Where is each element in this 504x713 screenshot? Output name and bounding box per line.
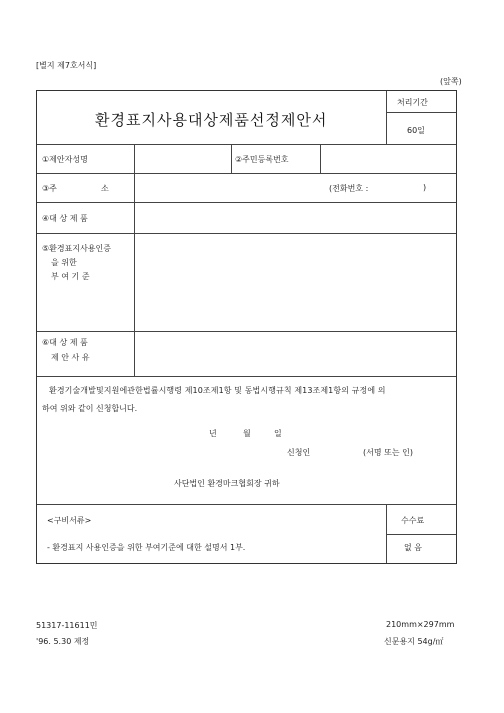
date-year: 년 <box>209 429 217 438</box>
fee-label: 수수료 <box>401 516 425 525</box>
rule-fee-mid <box>386 534 456 535</box>
processing-period-value: 60일 <box>407 126 425 135</box>
statement-line2: 하여 위와 같이 신청합니다. <box>42 404 138 413</box>
recipient-line: 사단법인 환경마크협회장 귀하 <box>174 479 280 488</box>
reason-label-line1: ⑥대 상 제 품 <box>42 338 88 347</box>
rule-processing-mid <box>386 112 456 113</box>
target-product-label: ④대 상 제 품 <box>42 214 88 223</box>
processing-period-label: 처리기간 <box>397 98 428 107</box>
signature-label: (서명 또는 인) <box>363 448 413 457</box>
rule-statement-bottom <box>37 504 456 505</box>
phone-label: (전화번호 : <box>329 184 369 193</box>
rule-fee-divider <box>386 504 387 563</box>
resident-reg-label: ②주민등록번호 <box>235 155 289 164</box>
criteria-label-line1: ⑤환경표지사용인증 <box>42 244 111 253</box>
applicant-label: 신청인 <box>287 448 311 457</box>
criteria-label-line2: 을 위한 <box>51 258 77 267</box>
page-side-note: (앞쪽) <box>440 77 462 86</box>
date-day: 일 <box>274 429 282 438</box>
rule-row4-bottom <box>37 331 456 332</box>
form-title: 환경표지사용대상제품선정제안서 <box>95 111 328 129</box>
rule-row3-bottom <box>37 233 456 234</box>
required-documents-header: <구비서류> <box>47 516 92 525</box>
rule-regno-label-end <box>320 144 321 173</box>
rule-row1-bottom <box>37 173 456 174</box>
fee-value: 없 음 <box>404 543 422 552</box>
phone-close: ) <box>423 183 427 192</box>
footer-paper-type: 신문용지 54g/㎡ <box>384 637 444 646</box>
statement-line1: 환경기술개발및지원에관한법률시행령 제10조제1항 및 동법시행규칙 제13조제1항의 규정에 의 <box>49 386 386 395</box>
footer-code: 51317-11611민 <box>36 621 98 630</box>
criteria-label-line3: 부 여 기 준 <box>51 272 90 281</box>
rule-name-value-end <box>231 144 232 173</box>
address-label: ③주 <box>42 184 57 193</box>
proposer-name-label: ①제안자성명 <box>42 155 88 164</box>
footer-date: '96. 5.30 제정 <box>36 637 90 646</box>
rule-row2-bottom <box>37 202 456 203</box>
rule-label-column <box>134 144 135 376</box>
form-number: [별지 제7호서식] <box>36 61 97 70</box>
proposal-form <box>36 90 457 564</box>
footer-paper-size: 210mm×297mm <box>386 620 455 629</box>
rule-row5-bottom <box>37 376 456 377</box>
address-label-suffix: 소 <box>101 184 109 193</box>
rule-title-divider <box>386 91 387 144</box>
rule-title-bottom <box>37 144 456 145</box>
reason-label-line2: 제 안 사 유 <box>51 353 90 362</box>
required-document-item: - 환경표지 사용인증을 위한 부여기준에 대한 설명서 1부. <box>47 543 246 552</box>
date-month: 월 <box>243 429 251 438</box>
